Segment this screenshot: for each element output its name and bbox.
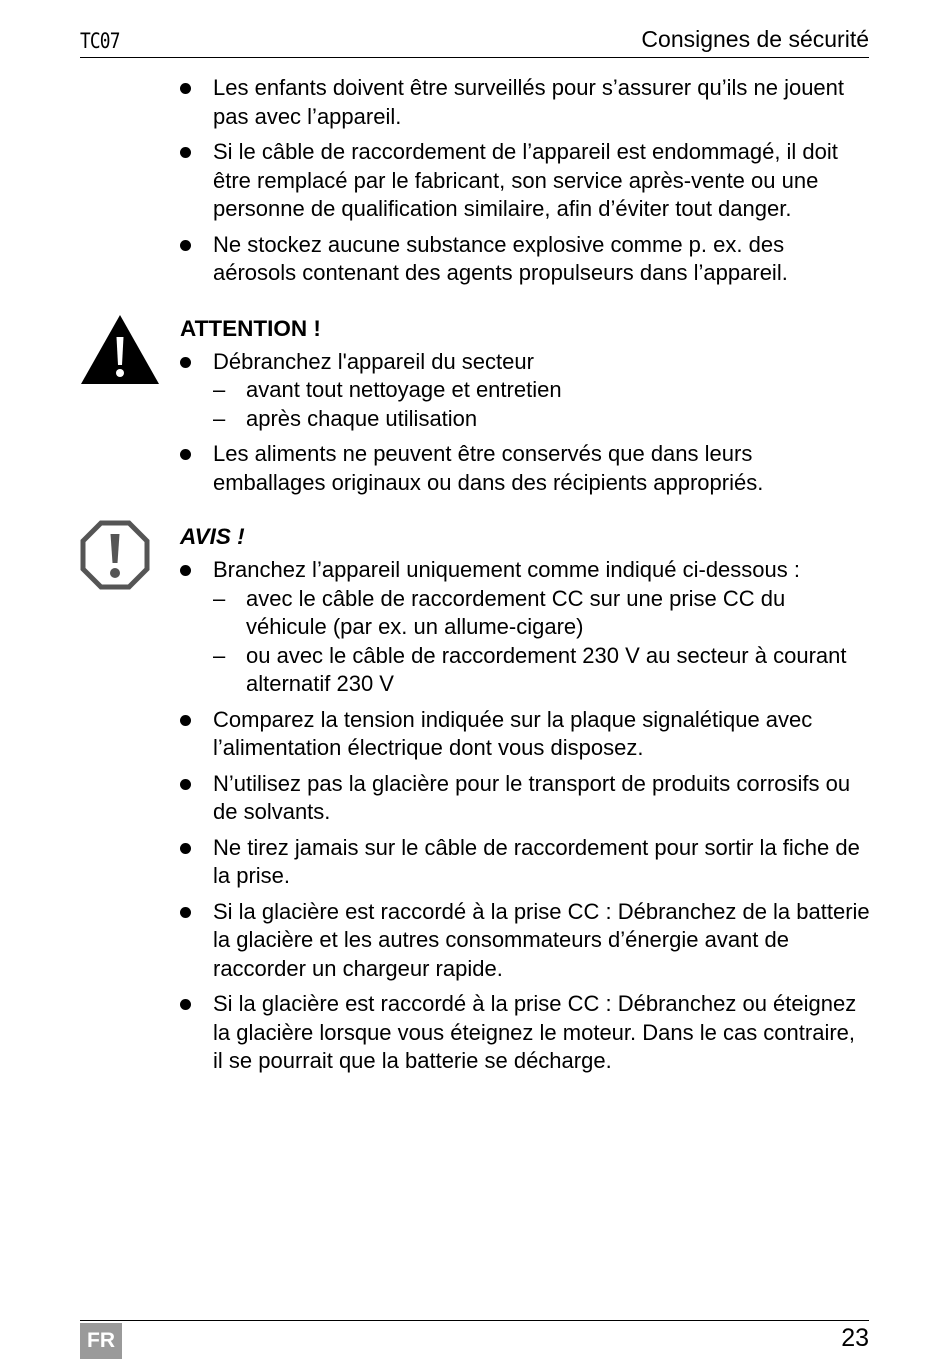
- list-item: Comparez la tension indiquée sur la plaque signalétique avec l’alimentation électrique dont vous disposez.: [180, 706, 870, 763]
- list-item: Les aliments ne peuvent être conservés que dans leurs emballages originaux ou dans des récipients appropriés.: [180, 440, 870, 497]
- page-header: [80, 26, 869, 58]
- intro-bullet-list: [180, 74, 870, 288]
- list-item: Les enfants doivent être surveillés pour s’assurer qu’ils ne jouent pas avec l’appareil.: [180, 74, 870, 131]
- sub-list-item: – ou avec le câble de raccordement 230 V au secteur à courant alternatif 230 V: [213, 642, 870, 699]
- sub-list: [213, 585, 870, 699]
- sub-list-item: – après chaque utilisation: [213, 405, 870, 434]
- attention-heading: ATTENTION !: [180, 315, 321, 341]
- notice-octagon-icon: [80, 520, 150, 590]
- sub-list-item: – avant tout nettoyage et entretien: [213, 376, 870, 405]
- attention-bullet-list: [180, 348, 870, 498]
- list-item: Ne tirez jamais sur le câble de raccordement pour sortir la fiche de la prise.: [180, 834, 870, 891]
- list-item-text: Branchez l’appareil uniquement comme indiqué ci-dessous :: [213, 557, 800, 582]
- list-item: N’utilisez pas la glacière pour le transport de produits corrosifs ou de solvants.: [180, 770, 870, 827]
- page-number: 23: [841, 1324, 869, 1352]
- model-name: TC07: [80, 29, 120, 53]
- list-item: [180, 556, 870, 699]
- list-item-text: Débranchez l'appareil du secteur: [213, 348, 534, 374]
- list-item: [180, 348, 870, 434]
- warning-triangle-icon: [80, 313, 160, 385]
- list-item: Si la glacière est raccordé à la prise CC : Débranchez ou éteignez la glacière lorsque vous éteignez le moteur. Dans le cas contraire, il se pourrait que la batterie se décharge.: [180, 990, 870, 1076]
- sub-list: [213, 376, 870, 433]
- language-badge: FR: [80, 1323, 122, 1359]
- list-item: Ne stockez aucune substance explosive comme p. ex. des aérosols contenant des agents propulseurs dans l’appareil.: [180, 231, 870, 288]
- list-item: Si le câble de raccordement de l’appareil est endommagé, il doit être remplacé par le fabricant, son service après-vente ou une personne de qualification similaire, afin d’éviter tout danger.: [180, 138, 870, 224]
- section-title: Consignes de sécurité: [641, 26, 869, 52]
- notice-heading: AVIS !: [180, 524, 245, 549]
- footer-rule: [80, 1320, 869, 1321]
- list-item: Si la glacière est raccordé à la prise CC : Débranchez de la batterie la glacière et les autres consommateurs d’énergie avant de raccorder un chargeur rapide.: [180, 898, 870, 984]
- sub-list-item: – avec le câble de raccordement CC sur une prise CC du véhicule (par ex. un allume-cigare): [213, 585, 870, 642]
- notice-bullet-list: [180, 556, 870, 1076]
- main-content: [180, 74, 870, 1083]
